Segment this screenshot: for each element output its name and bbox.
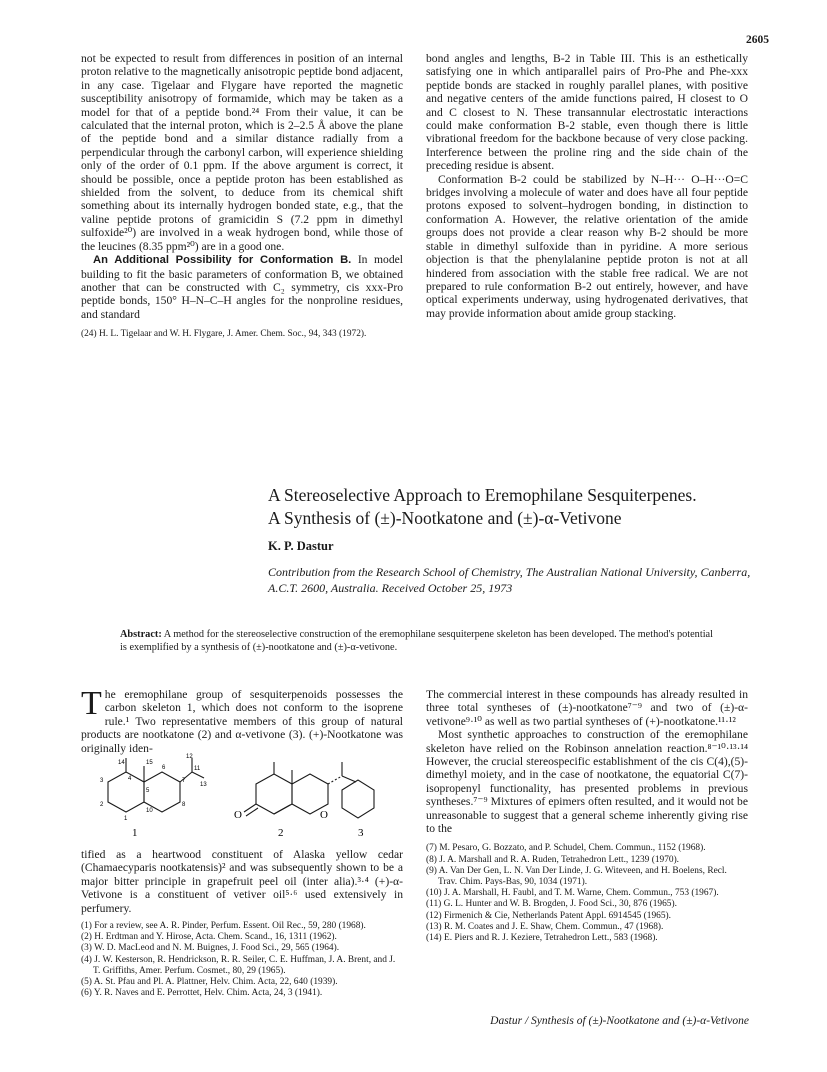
structure-1-isopropyl-b [192, 772, 204, 778]
article-title [268, 484, 788, 530]
abstract-label: Abstract: [120, 629, 162, 640]
footnote-4: (4) J. W. Kesterson, R. Hendrickson, R. R. Seiler, C. E. Huffman, J. A. Brent, and J. T. Griffiths, Amer. Perfum. Cosmet., 80, 29 (1965). [81, 954, 396, 976]
article-title-line-1: A Stereoselective Approach to Eremophilane Sesquiterpenes. [268, 485, 697, 505]
bottom-right-column [426, 688, 748, 944]
structure-2-oxygen: O [234, 809, 242, 821]
structure-label-2: 2 [278, 827, 284, 839]
footnote-9: (9) A. Van Der Gen, L. N. Van Der Linde, J. G. Witeveen, and H. Boelens, Recl. Trav. Chim. Pays-Bas, 90, 1034 (1971). [426, 865, 727, 888]
top-left-paragraph-2-text: In model building to fit the basic parameters of conformation B, we obtained another that can be constructed with C₂ symmetry, cis xxx-Pro peptide bonds, 150° H–N–C–H angles for the nonproline residues, and standard [81, 253, 403, 321]
page-number: 2605 [746, 34, 769, 46]
top-right-paragraph-1: bond angles and lengths, B-2 in Table III. This is an esthetically satisfying one in which antiparallel pairs of Pro-Phe and Phe-xxx peptide bonds are stacked in roughly parallel planes, with positive and negative centers of the amide functions paired, H closest to O and C closest to N. These transannular electrostatic interactions could make conformation B-2 stable, even though there is little vibrational freedom for the backbone because of very close packing. Interference between the proline ring and the side chain of the preceding residue is absent. [426, 52, 748, 173]
atom-num-3: 3 [100, 778, 104, 784]
atom-num-10: 10 [146, 808, 153, 814]
top-right-column [426, 52, 748, 320]
structure-label-3: 3 [358, 827, 364, 839]
structure-1-ring-b [144, 772, 180, 812]
intro-paragraph-1-text: he eremophilane group of sesquiterpenoids possesses the carbon skeleton 1, which does not conform to the isoprene rule.¹ Two representative members of this group of natural products are nootkatone (2) and α-vetivone (3). (+)-Nootkatone was originally iden- [81, 688, 403, 755]
structure-2-ring-a [256, 774, 292, 814]
structure-3-ring-a [342, 780, 374, 818]
footnote-3: (3) W. D. MacLeod and N. M. Buignes, J. Food Sci., 29, 565 (1964). [81, 943, 340, 954]
atom-num-2: 2 [100, 802, 104, 808]
structure-2-ring-b [292, 774, 328, 814]
footnote-24-text: (24) H. L. Tigelaar and W. H. Flygare, J. Amer. Chem. Soc., 94, 343 (1972). [81, 329, 367, 340]
footnote-24 [81, 329, 403, 340]
bottom-right-paragraph-1: The commercial interest in these compounds has already resulted in three total syntheses of (±)-nootkatone⁷⁻⁹ and two of (±)-α-vetivone⁹·¹⁰ as well as two partial syntheses of (+)-nootkatone.¹¹·¹² [426, 688, 748, 728]
structure-2-double-bond [274, 805, 290, 814]
drop-cap: T [81, 685, 102, 722]
bottom-right-paragraph-2: Most synthetic approaches to construction of the eremophilane skeleton have relied on the Robinson annelation reaction.⁸⁻¹⁰·¹³·¹⁴ However, the crucial stereospecific establishment of the cis C(4),(5)-dimethyl moiety, and in the case of nootkatone, the equatorial C(7)-isopropenyl functionality, has presented problems in previous syntheses.⁷⁻⁹ Mixtures of epimers often resulted, and it would not be unreasonable to suggest that a general scheme inherently giving rise to the [426, 728, 748, 836]
footnote-12: (12) Firmenich & Cie, Netherlands Patent Appl. 6914545 (1965). [426, 910, 672, 921]
atom-num-13: 13 [200, 782, 207, 788]
article-title-line-2: A Synthesis of (±)-Nootkatone and (±)-α-Vetivone [268, 508, 622, 528]
structure-1-ring-a [108, 772, 144, 812]
footnotes-left [81, 921, 403, 999]
atom-num-8: 8 [182, 802, 186, 808]
footnote-10: (10) J. A. Marshall, H. Faubl, and T. M. Warne, Chem. Commun., 753 (1967). [426, 888, 719, 899]
top-left-paragraph-1: not be expected to result from differences in position of an internal proton relative to the magnetically anisotropic peptide bond adjacent, in any case. Tigelaar and Flygare have reported the magnetic susceptibility anisotropy of formamide, which may be taken as a model for that of a peptide bond.²⁴ From their value, it can be calculated that the internal proton, which is 2–2.5 Å above the plane of the peptide bond and a similar distance radially from a perpendicular through the carbonyl carbon, will experience shielding only of the order of 0.1 ppm. If the above argument is correct, it should be possible, once a peptide proton has been established as shielded from the solvent, to deduce from its chemical shift something about its internally hydrogen bonded state, e.g., that the valine peptide protons of gramicidin S (7.2 ppm in dimethyl sulfoxide²⁰) are involved in a weak hydrogen bond, while those of the leucines (8.35 ppm²⁰) are in a good one. [81, 52, 403, 253]
atom-num-12: 12 [186, 754, 193, 760]
abstract [120, 628, 720, 654]
received-date: Received October 25, 1973 [381, 581, 513, 595]
footnote-7: (7) M. Pesaro, G. Bozzato, and P. Schudel, Chem. Commun., 1152 (1968). [426, 843, 706, 854]
bottom-left-column [81, 685, 403, 755]
running-footer: Dastur / Synthesis of (±)-Nootkatone and (±)-α-Vetivone [490, 1015, 749, 1027]
section-heading: An Additional Possibility for Conformation B. [93, 254, 352, 267]
footnote-11: (11) G. L. Hunter and W. B. Brogden, J. Food Sci., 30, 876 (1965). [426, 899, 677, 910]
atom-num-14: 14 [118, 760, 125, 766]
atom-num-1: 1 [124, 816, 128, 822]
atom-num-5: 5 [146, 788, 150, 794]
footnote-8: (8) J. A. Marshall and R. A. Ruden, Tetrahedron Lett., 1239 (1970). [426, 854, 680, 865]
top-right-paragraph-2: Conformation B-2 could be stabilized by N–H··· O–H···O=C bridges involving a molecule of water and does have all four peptide protons exposed to solvent–hydrogen bonding, in distinction to conformation A. However, the relative orientation of the amide groups does not provide a clear reason why B-2 should be more stable in dimethyl sulfoxide than in pyridine. A more serious objection is that the phenylalanine peptide proton is not at all hindered from association with the stable free radical. We are not prepared to rule conformation B-2 out entirely, however, and have optical experiments underway, using hydrogenated derivatives, that may provide information about amide group stacking. [426, 172, 748, 320]
footnote-5: (5) A. St. Pfau and Pl. A. Plattner, Helv. Chim. Acta, 22, 640 (1939). [81, 977, 338, 988]
structure-2-isopropenyl-b [342, 776, 356, 782]
footnote-14: (14) E. Piers and R. J. Keziere, Tetrahedron Lett., 583 (1968). [426, 933, 658, 944]
affiliation [268, 564, 768, 596]
author: K. P. Dastur [268, 539, 334, 553]
footnotes-right [426, 843, 748, 944]
structure-label-1: 1 [132, 827, 138, 839]
abstract-text: A method for the stereoselective construction of the eremophilane sesquiterpene skeleton has been developed. The method's potential is exemplified by a synthesis of (±)-nootkatone and (±)-α-vetivone. [120, 629, 713, 653]
atom-num-11: 11 [194, 766, 201, 772]
footnote-6: (6) Y. R. Naves and E. Perrottet, Helv. Chim. Acta, 24, 3 (1941). [81, 988, 323, 999]
footnote-13: (13) R. M. Coates and J. E. Shaw, Chem. Commun., 47 (1968). [426, 921, 664, 932]
structure-3-oxygen: O [320, 809, 328, 821]
atom-num-4: 4 [128, 776, 132, 782]
chemical-structures [88, 752, 403, 842]
affiliation-text: Contribution from the Research School of Chemistry, The Australian National University, Canberra, A.C.T. 2600, Australia. [268, 565, 751, 595]
atom-num-7: 7 [182, 778, 186, 784]
top-left-paragraph-2 [81, 253, 403, 321]
intro-paragraph-1 [81, 685, 403, 755]
atom-num-6: 6 [162, 765, 166, 771]
footnote-2: (2) H. Erdtman and Y. Hirose, Acta. Chem. Scand., 16, 1311 (1962). [81, 932, 337, 943]
atom-num-15: 15 [146, 760, 153, 766]
intro-paragraph-2: tified as a heartwood constituent of Alaska yellow cedar (Chamaecyparis nootkatensis)² and was subsequently shown to be a major bitter principle in grapefruit peel oil (inter alia).³·⁴ (+)-α-Vetivone is a constituent of vetiver oil⁵·⁶ used extensively in perfumery. [81, 848, 403, 915]
bottom-left-column-continued [81, 848, 403, 999]
footnote-1: (1) For a review, see A. R. Pinder, Perfum. Essent. Oil Rec., 59, 280 (1968). [81, 921, 366, 932]
structure-2-isopropenyl [328, 776, 342, 784]
top-left-column [81, 52, 403, 340]
